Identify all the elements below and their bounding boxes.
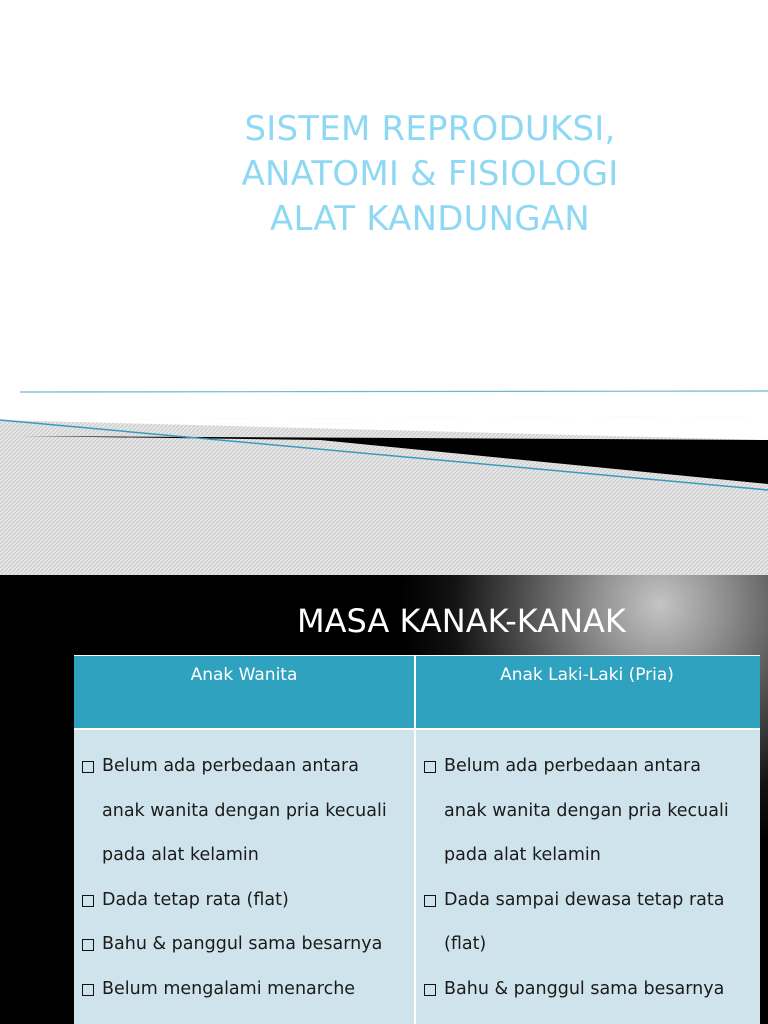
list-item: (flat) bbox=[444, 934, 487, 954]
checkbox-bullet-icon bbox=[82, 984, 94, 996]
list-item: Bahu & panggul sama besarnya bbox=[82, 922, 406, 967]
title-line-2: ANATOMI & FISIOLOGI bbox=[241, 154, 619, 194]
checkbox-bullet-icon bbox=[82, 895, 94, 907]
table-header-row bbox=[74, 655, 760, 730]
title-line-1: SISTEM REPRODUKSI, bbox=[244, 109, 616, 149]
header-anak-laki-laki: Anak Laki-Laki (Pria) bbox=[500, 665, 674, 685]
decorative-swoosh bbox=[0, 380, 768, 575]
slide2-title: MASA KANAK-KANAK bbox=[297, 602, 626, 640]
content-slide bbox=[0, 575, 768, 1024]
list-item: Dada sampai dewasa tetap rata bbox=[424, 878, 750, 923]
header-anak-wanita: Anak Wanita bbox=[74, 656, 416, 728]
list-item: Belum ada perbedaan antara bbox=[82, 744, 406, 789]
checkbox-bullet-icon bbox=[82, 761, 94, 773]
list-item: Dada tetap rata (flat) bbox=[82, 878, 406, 923]
list-item: Belum ada perbedaan antara bbox=[424, 744, 750, 789]
table-body-row bbox=[74, 730, 760, 1024]
list-item: Belum mengalami menarche bbox=[82, 967, 406, 1012]
list-item: anak wanita dengan pria kecuali bbox=[444, 800, 729, 821]
column-anak-wanita bbox=[74, 730, 416, 1024]
comparison-table bbox=[74, 655, 760, 1024]
checkbox-bullet-icon bbox=[424, 984, 436, 996]
list-item: pada alat kelamin bbox=[102, 845, 259, 865]
list-item: anak wanita dengan pria kecuali bbox=[102, 800, 387, 821]
checkbox-bullet-icon bbox=[82, 939, 94, 951]
checkbox-bullet-icon bbox=[424, 761, 436, 773]
list-item: Bahu & panggul sama besarnya bbox=[424, 967, 750, 1012]
slide-title bbox=[130, 107, 730, 242]
column-anak-laki-laki bbox=[416, 730, 758, 1024]
list-item: pada alat kelamin bbox=[444, 845, 601, 865]
checkbox-bullet-icon bbox=[424, 895, 436, 907]
title-line-3: ALAT KANDUNGAN bbox=[270, 199, 590, 239]
